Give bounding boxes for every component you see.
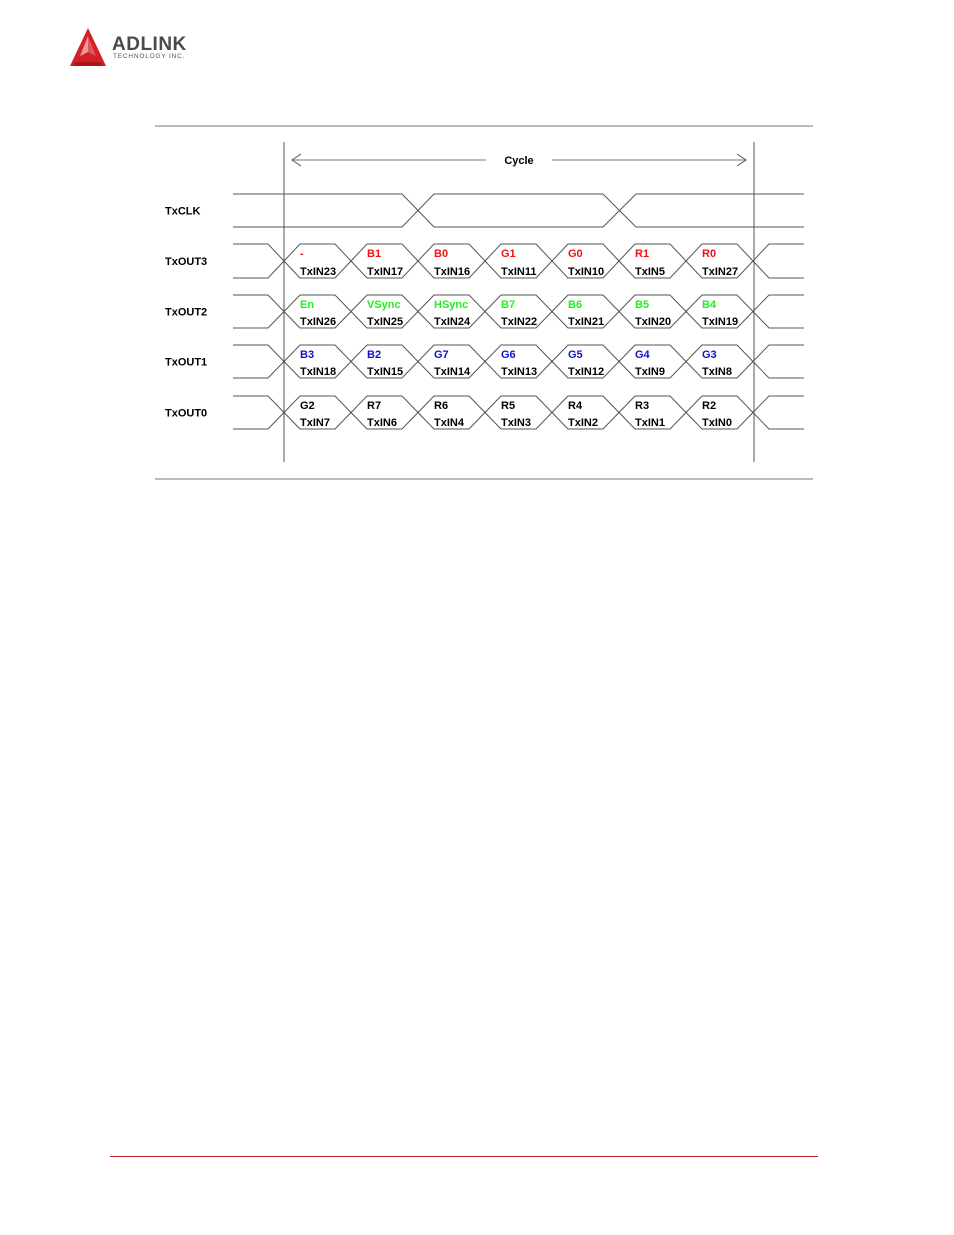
txout3-slot-1-bit: B1 bbox=[367, 248, 382, 260]
txout2-slot-4-txin: TxIN21 bbox=[568, 316, 605, 328]
txout3-slot-0-bit: - bbox=[300, 248, 304, 260]
txout1-slot-6-bit: G3 bbox=[702, 349, 717, 361]
txout1-slot-5-bit: G4 bbox=[635, 349, 650, 361]
txout0-slot-0-bit: G2 bbox=[300, 400, 315, 412]
txout2-slot-2-txin: TxIN24 bbox=[434, 316, 471, 328]
txout1-slot-3-txin: TxIN13 bbox=[501, 366, 538, 378]
txout0-slot-6-bit: R2 bbox=[702, 400, 717, 412]
clock-wave-a bbox=[233, 194, 804, 227]
txout0-slot-2-txin: TxIN4 bbox=[434, 417, 464, 429]
txout3-slot-6-txin: TxIN27 bbox=[702, 266, 739, 278]
signal-label-txout0: TxOUT0 bbox=[165, 407, 208, 420]
footer-rule bbox=[110, 1156, 818, 1157]
txout3-slot-4-txin: TxIN10 bbox=[568, 266, 605, 278]
brand-name: ADLINK bbox=[112, 34, 187, 55]
txout0-slot-1-bit: R7 bbox=[367, 400, 382, 412]
txout1-slot-5-txin: TxIN9 bbox=[635, 366, 665, 378]
txout0-slot-5-txin: TxIN1 bbox=[635, 417, 665, 429]
txout3-slot-6-bit: R0 bbox=[702, 248, 717, 260]
txout0-slot-5-bit: R3 bbox=[635, 400, 650, 412]
txout2-slot-0-bit: En bbox=[300, 299, 315, 311]
txout0-slot-6-txin: TxIN0 bbox=[702, 417, 732, 429]
txout1-slot-2-bit: G7 bbox=[434, 349, 449, 361]
txout0-wave-top bbox=[233, 396, 804, 413]
txout1-slot-1-bit: B2 bbox=[367, 349, 382, 361]
txout3-slot-3-bit: G1 bbox=[501, 248, 516, 260]
brand-tagline: TECHNOLOGY INC. bbox=[113, 53, 186, 60]
txout1-slot-3-bit: G6 bbox=[501, 349, 516, 361]
txout1-slot-6-txin: TxIN8 bbox=[702, 366, 732, 378]
txout0-slot-3-bit: R5 bbox=[501, 400, 516, 412]
txout1-slot-2-txin: TxIN14 bbox=[434, 366, 471, 378]
txout0-slot-3-txin: TxIN3 bbox=[501, 417, 531, 429]
txout0-slot-2-bit: R6 bbox=[434, 400, 449, 412]
txout2-slot-1-bit: VSync bbox=[367, 299, 401, 311]
txout3-slot-4-bit: G0 bbox=[568, 248, 583, 260]
txout2-slot-0-txin: TxIN26 bbox=[300, 316, 337, 328]
txout3-slot-0-txin: TxIN23 bbox=[300, 266, 337, 278]
txout1-slot-0-txin: TxIN18 bbox=[300, 366, 337, 378]
txout1-slot-4-bit: G5 bbox=[568, 349, 583, 361]
txout3-slot-2-bit: B0 bbox=[434, 248, 449, 260]
txout3-slot-2-txin: TxIN16 bbox=[434, 266, 471, 278]
txout2-slot-5-txin: TxIN20 bbox=[635, 316, 672, 328]
signal-label-txclk: TxCLK bbox=[165, 205, 201, 218]
txout0-slot-4-txin: TxIN2 bbox=[568, 417, 598, 429]
txout3-slot-3-txin: TxIN11 bbox=[501, 266, 537, 278]
txout2-slot-1-txin: TxIN25 bbox=[367, 316, 404, 328]
clock-wave-b bbox=[233, 194, 804, 227]
txout2-wave-top bbox=[233, 295, 804, 312]
txout1-slot-1-txin: TxIN15 bbox=[367, 366, 404, 378]
txout0-slot-1-txin: TxIN6 bbox=[367, 417, 397, 429]
signal-label-txout3: TxOUT3 bbox=[165, 256, 208, 268]
cycle-label: Cycle bbox=[504, 155, 534, 167]
signal-label-txout1: TxOUT1 bbox=[165, 356, 208, 369]
txout3-slot-1-txin: TxIN17 bbox=[367, 266, 404, 278]
txout2-slot-4-bit: B6 bbox=[568, 299, 583, 311]
txout1-wave-top bbox=[233, 345, 804, 362]
txout2-slot-6-txin: TxIN19 bbox=[702, 316, 739, 328]
txout3-slot-5-bit: R1 bbox=[635, 248, 650, 260]
txout3-wave-top bbox=[233, 244, 804, 261]
txout3-slot-5-txin: TxIN5 bbox=[635, 266, 665, 278]
signal-label-txout2: TxOUT2 bbox=[165, 306, 208, 319]
txout1-slot-4-txin: TxIN12 bbox=[568, 366, 605, 378]
txout2-slot-5-bit: B5 bbox=[635, 299, 650, 311]
txout0-slot-4-bit: R4 bbox=[568, 400, 583, 412]
txout2-slot-6-bit: B4 bbox=[702, 299, 717, 311]
txout0-slot-0-txin: TxIN7 bbox=[300, 417, 330, 429]
txout1-slot-0-bit: B3 bbox=[300, 349, 315, 361]
txout2-slot-3-bit: B7 bbox=[501, 299, 516, 311]
txout2-slot-3-txin: TxIN22 bbox=[501, 316, 538, 328]
txout2-slot-2-bit: HSync bbox=[434, 299, 469, 311]
